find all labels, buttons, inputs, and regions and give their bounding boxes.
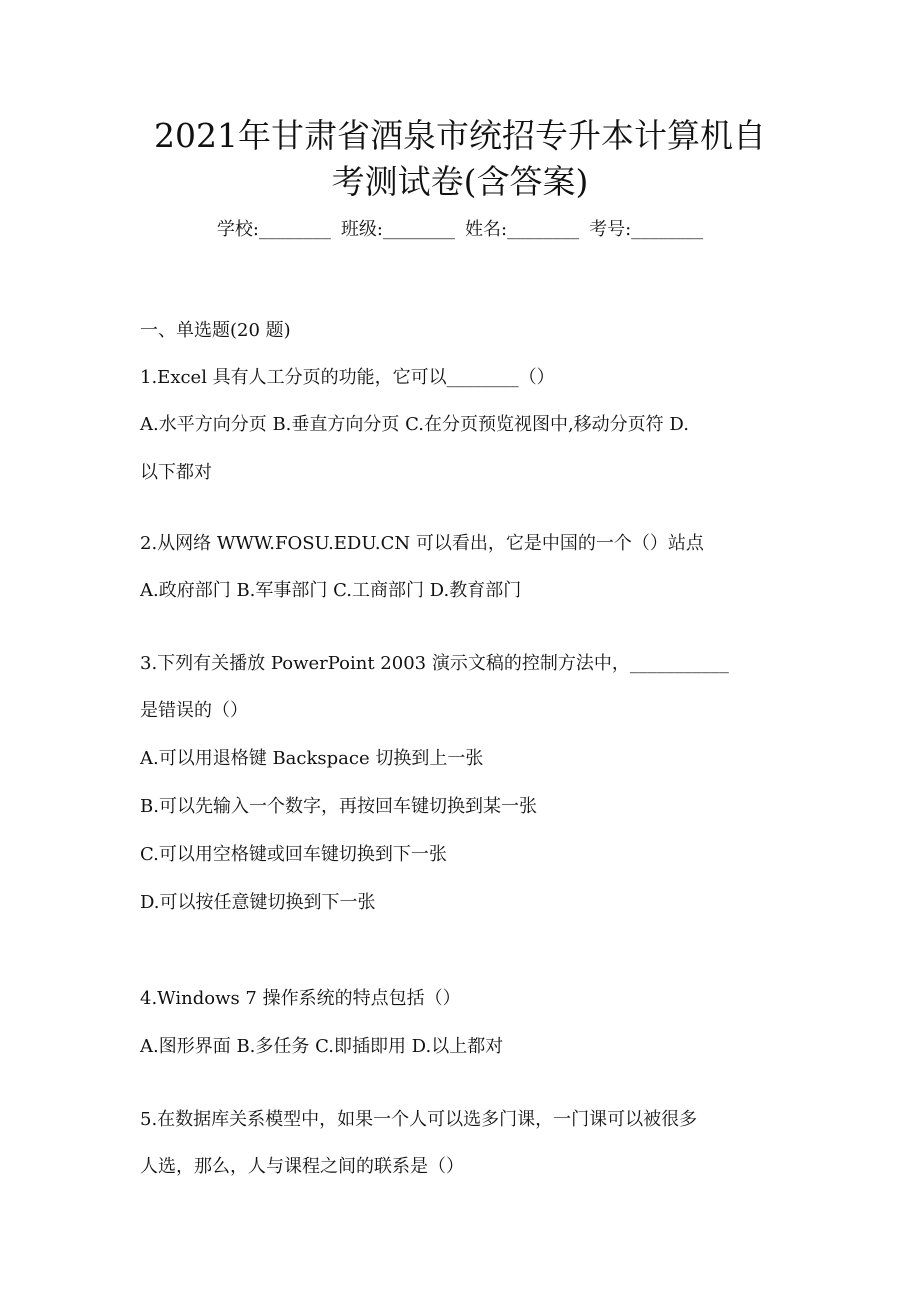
question-2-options: A.政府部门 B.军事部门 C.工商部门 D.教育部门 bbox=[140, 580, 522, 601]
question-4-stem: 4.Windows 7 操作系统的特点包括（） bbox=[140, 988, 461, 1009]
class-field: 班级:________ bbox=[340, 219, 455, 240]
document-title-line-1: 2021年甘肃省酒泉市统招专升本计算机自 bbox=[154, 116, 766, 155]
student-info-row bbox=[0, 216, 920, 244]
question-1-stem: 1.Excel 具有人工分页的功能，它可以________（） bbox=[140, 367, 555, 388]
question-5-stem-cont: 人选，那么，人与课程之间的联系是（） bbox=[140, 1156, 464, 1177]
document-title-line-2: 考测试卷(含答案) bbox=[331, 162, 589, 201]
school-field: 学校:________ bbox=[216, 219, 331, 240]
question-2-stem: 2.从网络 WWW.FOSU.EDU.CN 可以看出，它是中国的一个（）站点 bbox=[140, 533, 704, 554]
exam-number-field: 考号:________ bbox=[589, 219, 704, 240]
question-4-options: A.图形界面 B.多任务 C.即插即用 D.以上都对 bbox=[140, 1036, 504, 1057]
question-5-stem: 5.在数据库关系模型中，如果一个人可以选多门课，一门课可以被很多 bbox=[140, 1109, 698, 1130]
question-1-options: A.水平方向分页 B.垂直方向分页 C.在分页预览视图中,移动分页符 D. bbox=[140, 414, 689, 435]
name-field: 姓名:________ bbox=[465, 219, 580, 240]
question-3-option-a: A.可以用退格键 Backspace 切换到上一张 bbox=[140, 748, 484, 769]
question-3-stem: 3.下列有关播放 PowerPoint 2003 演示文稿的控制方法中，___________ bbox=[140, 653, 729, 674]
question-3-option-b: B.可以先输入一个数字，再按回车键切换到某一张 bbox=[140, 796, 537, 817]
question-3-option-c: C.可以用空格键或回车键切换到下一张 bbox=[140, 844, 447, 865]
question-3-stem-cont: 是错误的（） bbox=[140, 700, 248, 721]
question-1-options-cont: 以下都对 bbox=[140, 462, 212, 483]
section-heading: 一、单选题(20 题) bbox=[140, 320, 291, 341]
question-3-option-d: D.可以按任意键切换到下一张 bbox=[140, 892, 376, 913]
